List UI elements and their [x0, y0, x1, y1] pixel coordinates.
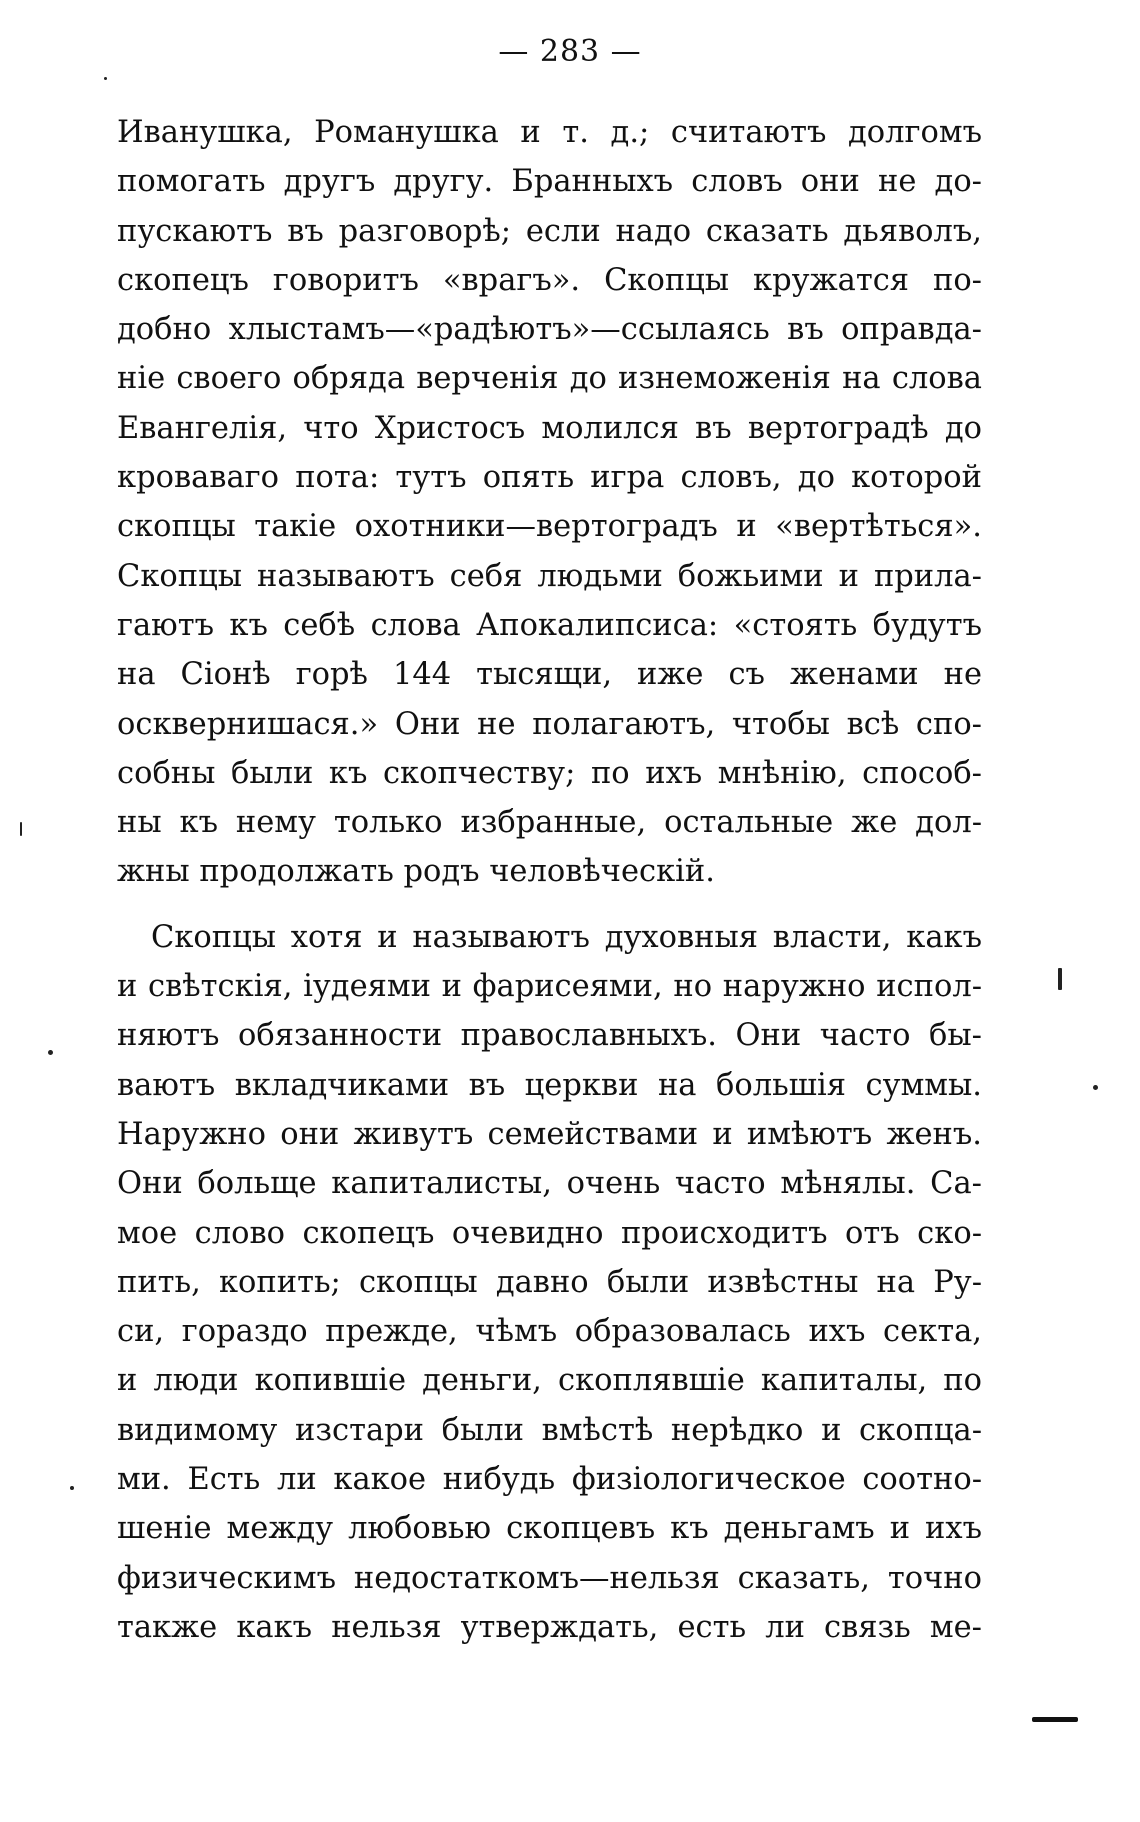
scan-speck: [1058, 968, 1062, 990]
text-line: ніе своего обряда верченія до изнеможенія на слова: [117, 361, 982, 397]
text-line: ми. Есть ли какое нибудь физіологическое соотно-: [117, 1462, 982, 1498]
text-line: си, гораздо прежде, чѣмъ образовалась ихъ секта,: [117, 1314, 982, 1350]
scan-speck: [104, 77, 107, 80]
text-line: осквернишася.» Они не полагаютъ, чтобы всѣ спо-: [117, 706, 982, 742]
text-line: скопцы такіе охотники—вертоградъ и «вертѣться».: [117, 509, 982, 545]
page-number: — 283 —: [498, 34, 642, 69]
text-line: на Сіонѣ горѣ 144 тысящи, иже съ женами не: [117, 657, 982, 693]
text-line: помогать другъ другу. Бранныхъ словъ они не до-: [117, 164, 982, 200]
text-line: гаютъ къ себѣ слова Апокалипсиса: «стоять будутъ: [117, 607, 982, 643]
text-line: Наружно они живутъ семействами и имѣютъ женъ.: [117, 1116, 982, 1152]
text-line: собны были къ скопчеству; по ихъ мнѣнію, способ-: [117, 755, 982, 791]
paragraph-2: [117, 913, 982, 1652]
text-line: Скопцы хотя и называютъ духовныя власти, какъ: [151, 919, 982, 955]
text-line: ны къ нему только избранные, остальные же дол-: [117, 805, 982, 841]
scan-speck: [48, 1050, 53, 1055]
text-line: Они больще капиталисты, очень часто мѣнялы. Са-: [117, 1166, 982, 1202]
text-line: жны продолжать родъ человѣческій.: [117, 854, 715, 890]
text-line: физическимъ недостаткомъ—нельзя сказать, точно: [117, 1560, 982, 1596]
text-line: также какъ нельзя утверждать, есть ли связь ме-: [117, 1609, 982, 1645]
text-line: мое слово скопецъ очевидно происходитъ отъ ско-: [117, 1215, 982, 1251]
paragraph-gap: [117, 897, 982, 913]
scan-dash-mark: [1032, 1717, 1078, 1722]
text-line: ваютъ вкладчиками въ церкви на большія суммы.: [117, 1067, 982, 1103]
scan-speck: [70, 1486, 74, 1490]
scan-speck: [20, 822, 22, 836]
text-line: и свѣтскія, іудеями и фарисеями, но наружно испол-: [117, 969, 982, 1005]
text-line: няютъ обязанности православныхъ. Они часто бы-: [117, 1018, 982, 1054]
text-line: кроваваго пота: тутъ опять игра словъ, до которой: [117, 460, 982, 496]
text-line: пить, копить; скопцы давно были извѣстны на Ру-: [117, 1264, 982, 1300]
text-line: Иванушка, Романушка и т. д.; считаютъ долгомъ: [117, 115, 982, 150]
text-line: пускаютъ въ разговорѣ; если надо сказать дьяволъ,: [117, 213, 982, 249]
text-line: Евангелія, что Христосъ молился въ вертоградѣ до: [117, 410, 982, 446]
text-line: скопецъ говоритъ «врагъ». Скопцы кружатся по-: [117, 262, 982, 298]
text-line: добно хлыстамъ—«радѣютъ»—ссылаясь въ оправда-: [117, 312, 982, 348]
body-text: [117, 108, 982, 1652]
text-line: шеніе между любовью скопцевъ къ деньгамъ и ихъ: [117, 1511, 982, 1547]
text-line: видимому изстари были вмѣстѣ нерѣдко и скопца-: [117, 1412, 982, 1448]
scan-speck: [1093, 1085, 1098, 1090]
paragraph-1: [117, 108, 982, 897]
text-line: Скопцы называютъ себя людьми божьими и прила-: [117, 558, 982, 594]
text-line: и люди копившіе деньги, скоплявшіе капиталы, по: [117, 1363, 982, 1399]
